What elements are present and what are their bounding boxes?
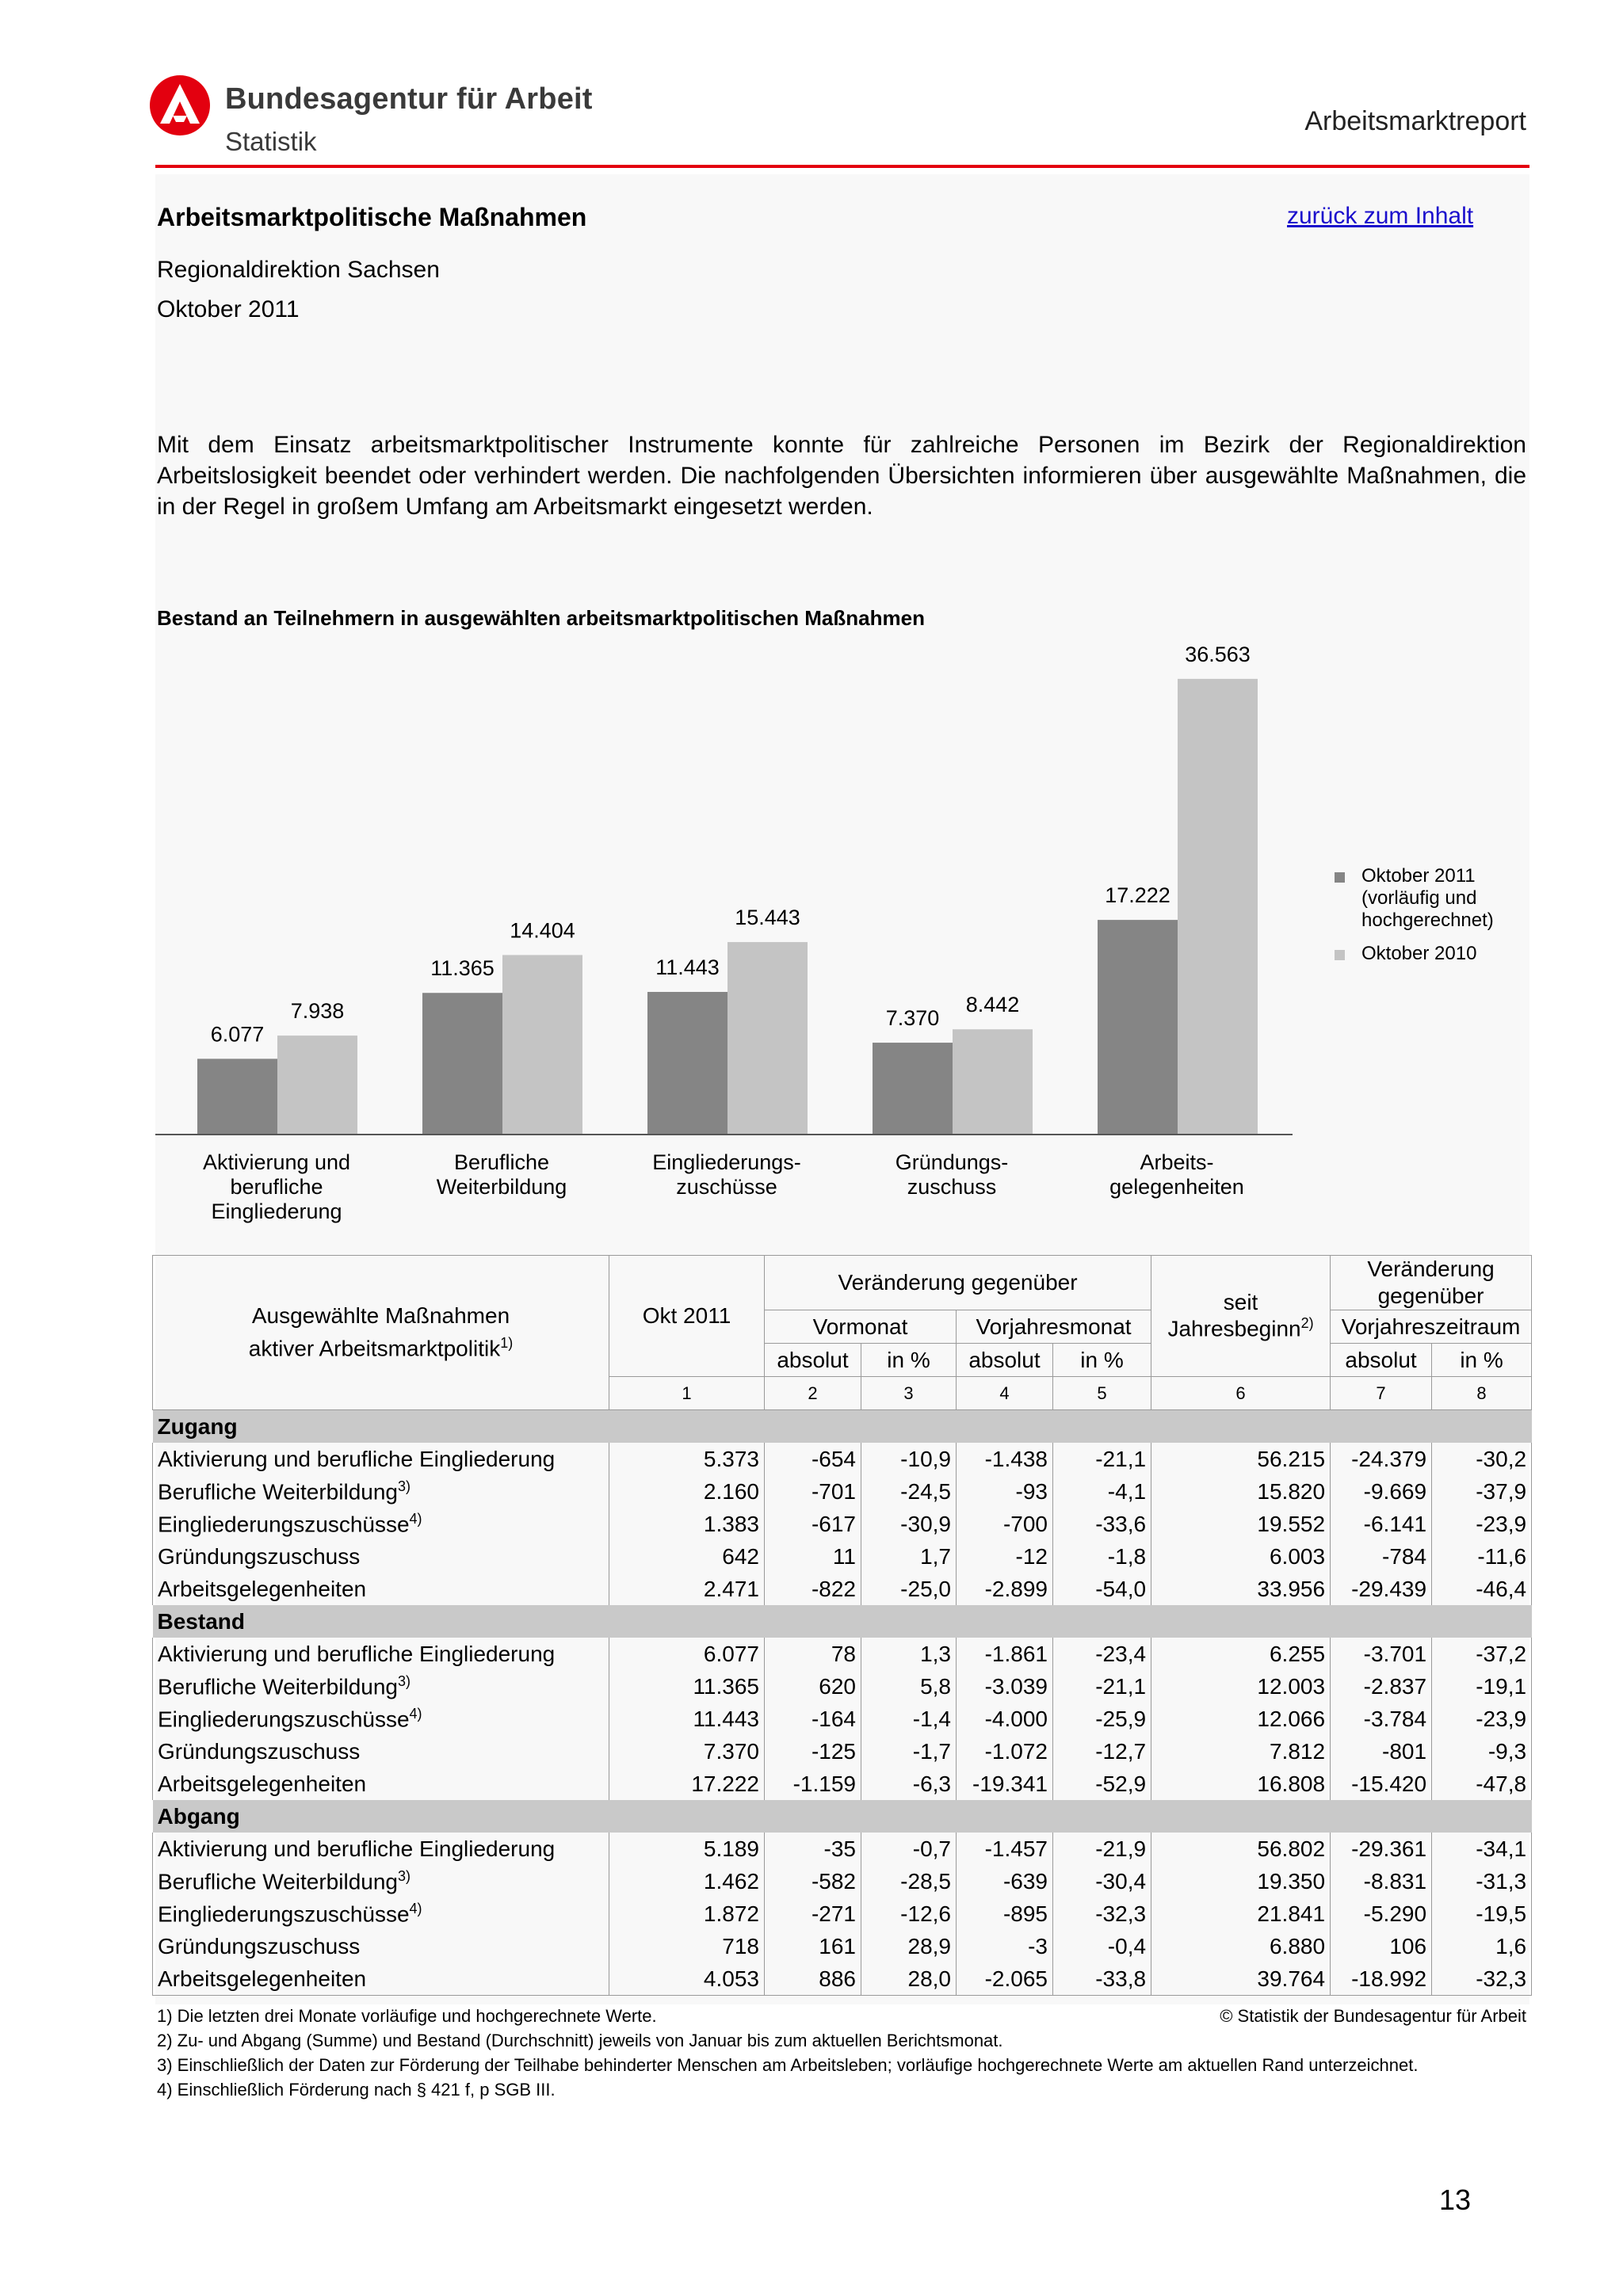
cell-value: 21.841 xyxy=(1151,1897,1331,1930)
x-axis-label: Eingliederung xyxy=(211,1199,342,1223)
bar-okt-2011 xyxy=(197,1058,277,1135)
row-label-text: Eingliederungszuschüsse xyxy=(158,1512,410,1537)
table-row xyxy=(153,1735,1532,1768)
cell-value: -35 xyxy=(765,1833,861,1865)
bar-okt-2011 xyxy=(647,992,727,1135)
cell-value: -12,7 xyxy=(1053,1735,1151,1768)
row-label xyxy=(153,1735,609,1768)
table-row xyxy=(153,1670,1532,1703)
table-row xyxy=(153,1768,1532,1800)
table-body xyxy=(153,1410,1532,1996)
cell-value: -1,4 xyxy=(861,1703,957,1735)
cell-value: 5.189 xyxy=(609,1833,765,1865)
cell-value: -700 xyxy=(957,1508,1053,1540)
table-row xyxy=(153,1833,1532,1865)
row-label-text: Berufliche Weiterbildung xyxy=(158,1674,398,1699)
header-vorjahreszeitraum xyxy=(1331,1256,1532,1310)
cell-value: 16.808 xyxy=(1151,1768,1331,1800)
cell-value: -19.341 xyxy=(957,1768,1053,1800)
cell-value: 1,6 xyxy=(1432,1930,1532,1962)
cell-value: 11.443 xyxy=(609,1703,765,1735)
bar-value-label: 6.077 xyxy=(210,1022,265,1047)
bar-value-label: 11.443 xyxy=(655,955,720,980)
intro-paragraph: Mit dem Einsatz arbeitsmarktpolitischer Instrumente konnte für zahlreiche Personen im Bezirk der Regionaldirektion Arbeitslosigkeit beendet oder verhindert werden. Die nachfolgenden Übersichten informieren über ausgewählte Maßnahmen, die in der Regel in großem Umfang am Arbeitsmarkt eingesetzt werden. xyxy=(157,432,1526,520)
cell-value: -52,9 xyxy=(1053,1768,1151,1800)
header-in-pct: in % xyxy=(861,1344,957,1377)
cell-value: 161 xyxy=(765,1930,861,1962)
bar-value-label: 36.563 xyxy=(1185,642,1251,666)
cell-value: 1.383 xyxy=(609,1508,765,1540)
cell-value: -24.379 xyxy=(1331,1443,1432,1475)
cell-value: -5.290 xyxy=(1331,1897,1432,1930)
cell-value: -784 xyxy=(1331,1540,1432,1573)
section-row xyxy=(153,1605,1532,1638)
legend-label: Oktober 2010 xyxy=(1361,943,1477,964)
row-label-text: Eingliederungszuschüsse xyxy=(158,1901,410,1927)
cell-value: -12,6 xyxy=(861,1897,957,1930)
cell-value: -3.784 xyxy=(1331,1703,1432,1735)
header-vorjahresmonat: Vorjahresmonat xyxy=(957,1310,1151,1344)
header-seit-line2 xyxy=(1156,1315,1325,1341)
cell-value: -30,4 xyxy=(1053,1865,1151,1897)
cell-value: -21,1 xyxy=(1053,1670,1151,1703)
cell-value: -2.065 xyxy=(957,1962,1053,1996)
cell-value: 39.764 xyxy=(1151,1962,1331,1996)
section-label: Abgang xyxy=(153,1800,609,1833)
cell-value: -6.141 xyxy=(1331,1508,1432,1540)
cell-value: -582 xyxy=(765,1865,861,1897)
cell-value: 56.215 xyxy=(1151,1443,1331,1475)
x-axis-label: Berufliche xyxy=(453,1150,550,1174)
header-measures-line1: Ausgewählte Maßnahmen xyxy=(251,1303,510,1329)
cell-value: -32,3 xyxy=(1053,1897,1151,1930)
cell-value: -30,9 xyxy=(861,1508,957,1540)
cell-value: 1,7 xyxy=(861,1540,957,1573)
table-row xyxy=(153,1930,1532,1962)
row-label-text: Berufliche Weiterbildung xyxy=(158,1479,398,1505)
footnote: 2) Zu- und Abgang (Summe) und Bestand (Durchschnitt) jeweils von Januar bis zum aktuellen Berichtsmonat. xyxy=(157,2031,1003,2050)
legend-label: (vorläufig und xyxy=(1361,887,1477,909)
row-label xyxy=(153,1638,609,1670)
table-row xyxy=(153,1703,1532,1735)
cell-value: -25,0 xyxy=(861,1573,957,1605)
bar-value-label: 17.222 xyxy=(1105,883,1170,908)
footnote-ref: 4) xyxy=(409,1900,422,1917)
cell-value: -30,2 xyxy=(1432,1443,1532,1475)
header-okt-2011: Okt 2011 xyxy=(609,1256,765,1377)
x-axis-label: zuschüsse xyxy=(676,1175,777,1199)
cell-value: 6.880 xyxy=(1151,1930,1331,1962)
row-label-text: Berufliche Weiterbildung xyxy=(158,1869,398,1894)
cell-value: -21,9 xyxy=(1053,1833,1151,1865)
table-row xyxy=(153,1897,1532,1930)
cell-value: 12.066 xyxy=(1151,1703,1331,1735)
page-number: 13 xyxy=(1439,2183,1472,2216)
column-number: 6 xyxy=(1151,1377,1331,1410)
legend-label: Oktober 2011 xyxy=(1361,865,1476,887)
bar-okt-2010 xyxy=(953,1029,1033,1135)
footnote-ref: 4) xyxy=(409,1705,422,1722)
column-number: 2 xyxy=(765,1377,861,1410)
section-row xyxy=(153,1410,1532,1444)
cell-value: -1.457 xyxy=(957,1833,1053,1865)
cell-value: -18.992 xyxy=(1331,1962,1432,1996)
section-row xyxy=(153,1800,1532,1833)
cell-value: 1,3 xyxy=(861,1638,957,1670)
x-axis-label: Eingliederungs- xyxy=(652,1150,801,1174)
bar-okt-2010 xyxy=(1178,679,1258,1135)
x-axis-label: berufliche xyxy=(230,1175,323,1199)
header-rule xyxy=(155,165,1529,168)
cell-value: 6.077 xyxy=(609,1638,765,1670)
bar-value-label: 7.938 xyxy=(290,999,345,1024)
cell-value: -31,3 xyxy=(1432,1865,1532,1897)
legend-item-oktober-2010 xyxy=(1335,943,1520,965)
cell-value: -801 xyxy=(1331,1735,1432,1768)
row-label xyxy=(153,1833,609,1865)
cell-value: -28,5 xyxy=(861,1865,957,1897)
cell-value: -23,9 xyxy=(1432,1703,1532,1735)
cell-value: -37,9 xyxy=(1432,1475,1532,1508)
brand-subtitle: Statistik xyxy=(225,127,317,156)
cell-value: -4.000 xyxy=(957,1703,1053,1735)
cell-value: -1.159 xyxy=(765,1768,861,1800)
cell-value: -2.837 xyxy=(1331,1670,1432,1703)
cell-value: -19,5 xyxy=(1432,1897,1532,1930)
row-label xyxy=(153,1475,609,1508)
cell-value: 19.552 xyxy=(1151,1508,1331,1540)
bar-value-label: 14.404 xyxy=(510,918,575,943)
cell-value: -1.072 xyxy=(957,1735,1053,1768)
chart-title: Bestand an Teilnehmern in ausgewählten arbeitsmarktpolitischen Maßnahmen xyxy=(157,606,925,630)
x-axis-label: Aktivierung und xyxy=(202,1150,351,1174)
cell-value: -654 xyxy=(765,1443,861,1475)
bar-value-label: 7.370 xyxy=(885,1006,940,1031)
cell-value: -4,1 xyxy=(1053,1475,1151,1508)
chart-legend xyxy=(1335,865,1520,976)
cell-value: -822 xyxy=(765,1573,861,1605)
cell-value: -1.438 xyxy=(957,1443,1053,1475)
x-axis-label: Gründungs- xyxy=(895,1150,1009,1174)
row-label-text: Aktivierung und berufliche Eingliederung xyxy=(158,1446,556,1471)
header-vj-line3: Vorjahreszeitraum xyxy=(1331,1310,1532,1344)
bar-okt-2011 xyxy=(1098,920,1178,1135)
cell-value: 718 xyxy=(609,1930,765,1962)
cell-value: 7.812 xyxy=(1151,1735,1331,1768)
row-label-text: Arbeitsgelegenheiten xyxy=(158,1576,367,1601)
header-measures-text: aktiver Arbeitsmarktpolitik xyxy=(248,1336,501,1361)
row-label-text: Arbeitsgelegenheiten xyxy=(158,1966,367,1991)
footnote-ref: 3) xyxy=(397,1478,411,1494)
footnote-ref: 4) xyxy=(409,1510,422,1527)
cell-value: -46,4 xyxy=(1432,1573,1532,1605)
column-number: 1 xyxy=(609,1377,765,1410)
footnote-ref: 3) xyxy=(397,1672,411,1689)
row-label-text: Eingliederungszuschüsse xyxy=(158,1707,410,1732)
bar-okt-2010 xyxy=(277,1035,357,1135)
cell-value: -1.861 xyxy=(957,1638,1053,1670)
cell-value: 19.350 xyxy=(1151,1865,1331,1897)
cell-value: -6,3 xyxy=(861,1768,957,1800)
row-label xyxy=(153,1865,609,1897)
measures-table xyxy=(152,1255,1532,1996)
footnote-ref: 1) xyxy=(500,1335,514,1352)
cell-value: 28,9 xyxy=(861,1930,957,1962)
bar-chart xyxy=(155,642,1344,1244)
cell-value: -3.039 xyxy=(957,1670,1053,1703)
header-vj-line2: gegenüber xyxy=(1377,1283,1484,1308)
legend-label: hochgerechnet) xyxy=(1361,910,1494,931)
cell-value: -9.669 xyxy=(1331,1475,1432,1508)
cell-value: -701 xyxy=(765,1475,861,1508)
bar-okt-2011 xyxy=(422,993,502,1135)
cell-value: -3.701 xyxy=(1331,1638,1432,1670)
cell-value: 6.255 xyxy=(1151,1638,1331,1670)
header-vj-line1: Veränderung xyxy=(1367,1257,1495,1281)
row-label-text: Arbeitsgelegenheiten xyxy=(158,1771,367,1796)
column-number: 7 xyxy=(1331,1377,1432,1410)
bar-okt-2011 xyxy=(873,1043,953,1135)
legend-swatch xyxy=(1335,872,1345,883)
cell-value: -23,4 xyxy=(1053,1638,1151,1670)
header-in-pct: in % xyxy=(1432,1344,1532,1377)
cell-value: 28,0 xyxy=(861,1962,957,1996)
row-label xyxy=(153,1670,609,1703)
cell-value: 5,8 xyxy=(861,1670,957,1703)
table-row xyxy=(153,1573,1532,1605)
cell-value: -29.439 xyxy=(1331,1573,1432,1605)
bar-okt-2010 xyxy=(502,955,582,1135)
section-label: Bestand xyxy=(153,1605,609,1638)
cell-value: -125 xyxy=(765,1735,861,1768)
row-label-text: Aktivierung und berufliche Eingliederung xyxy=(158,1836,556,1861)
cell-value: -271 xyxy=(765,1897,861,1930)
page-title: Arbeitsmarktpolitische Maßnahmen xyxy=(157,203,587,231)
table-row xyxy=(153,1475,1532,1508)
row-label xyxy=(153,1443,609,1475)
cell-value: -15.420 xyxy=(1331,1768,1432,1800)
cell-value: -8.831 xyxy=(1331,1865,1432,1897)
row-label-text: Gründungszuschuss xyxy=(158,1543,361,1569)
cell-value: -54,0 xyxy=(1053,1573,1151,1605)
row-label xyxy=(153,1930,609,1962)
header-change: Veränderung gegenüber xyxy=(765,1256,1151,1310)
cell-value: 2.160 xyxy=(609,1475,765,1508)
cell-value: 15.820 xyxy=(1151,1475,1331,1508)
table-row xyxy=(153,1962,1532,1996)
cell-value: 642 xyxy=(609,1540,765,1573)
table-row xyxy=(153,1443,1532,1475)
row-label xyxy=(153,1573,609,1605)
cell-value: 11 xyxy=(765,1540,861,1573)
header-absolut: absolut xyxy=(1331,1344,1432,1377)
table-row xyxy=(153,1508,1532,1540)
row-label xyxy=(153,1540,609,1573)
cell-value: -1,7 xyxy=(861,1735,957,1768)
cell-value: -24,5 xyxy=(861,1475,957,1508)
footnote: 3) Einschließlich der Daten zur Förderung der Teilhabe behinderter Menschen am Arbeitsleben; vorläufige hochgerechnete Werte am aktuellen Rand unterzeichnet. xyxy=(157,2055,1419,2075)
cell-value: -47,8 xyxy=(1432,1768,1532,1800)
section-label: Zugang xyxy=(153,1410,609,1444)
column-number: 8 xyxy=(1432,1377,1532,1410)
cell-value: 78 xyxy=(765,1638,861,1670)
header-measures-line2 xyxy=(158,1335,604,1361)
cell-value: -33,8 xyxy=(1053,1962,1151,1996)
column-number: 4 xyxy=(957,1377,1053,1410)
cell-value: -12 xyxy=(957,1540,1053,1573)
cell-value: 7.370 xyxy=(609,1735,765,1768)
table-row xyxy=(153,1638,1532,1670)
ba-logo-icon xyxy=(149,74,211,136)
header-seit-line1: seit xyxy=(1223,1290,1258,1315)
cell-value: -2.899 xyxy=(957,1573,1053,1605)
footnote-ref: 2) xyxy=(1300,1315,1314,1332)
row-label xyxy=(153,1703,609,1735)
row-label-text: Gründungszuschuss xyxy=(158,1933,361,1958)
header-absolut: absolut xyxy=(765,1344,861,1377)
footnote-ref: 3) xyxy=(397,1867,411,1884)
cell-value: -617 xyxy=(765,1508,861,1540)
cell-value: 1.462 xyxy=(609,1865,765,1897)
cell-value: -37,2 xyxy=(1432,1638,1532,1670)
period-label: Oktober 2011 xyxy=(157,296,300,322)
cell-value: 620 xyxy=(765,1670,861,1703)
x-axis-label: Arbeits- xyxy=(1140,1150,1214,1174)
row-label xyxy=(153,1962,609,1996)
cell-value: 33.956 xyxy=(1151,1573,1331,1605)
x-axis-label: Weiterbildung xyxy=(436,1175,567,1199)
cell-value: -10,9 xyxy=(861,1443,957,1475)
cell-value: -0,7 xyxy=(861,1833,957,1865)
cell-value: 1.872 xyxy=(609,1897,765,1930)
row-label-text: Gründungszuschuss xyxy=(158,1738,361,1764)
cell-value: 106 xyxy=(1331,1930,1432,1962)
header-in-pct: in % xyxy=(1053,1344,1151,1377)
legend-item-oktober-2011 xyxy=(1335,865,1520,932)
cell-value: -1,8 xyxy=(1053,1540,1151,1573)
cell-value: -19,1 xyxy=(1432,1670,1532,1703)
footnote: 1) Die letzten drei Monate vorläufige und hochgerechnete Werte. xyxy=(157,2006,657,2026)
header-vormonat: Vormonat xyxy=(765,1310,957,1344)
cell-value: 11.365 xyxy=(609,1670,765,1703)
report-name: Arbeitsmarktreport xyxy=(1304,106,1526,136)
cell-value: 6.003 xyxy=(1151,1540,1331,1573)
cell-value: -639 xyxy=(957,1865,1053,1897)
x-axis-label: zuschuss xyxy=(907,1175,997,1199)
cell-value: -0,4 xyxy=(1053,1930,1151,1962)
row-label xyxy=(153,1897,609,1930)
cell-value: 56.802 xyxy=(1151,1833,1331,1865)
cell-value: 4.053 xyxy=(609,1962,765,1996)
region-label: Regionaldirektion Sachsen xyxy=(157,257,440,283)
cell-value: -11,6 xyxy=(1432,1540,1532,1573)
row-label-text: Aktivierung und berufliche Eingliederung xyxy=(158,1641,556,1666)
x-axis-label: gelegenheiten xyxy=(1109,1175,1244,1199)
cell-value: -9,3 xyxy=(1432,1735,1532,1768)
bar-value-label: 15.443 xyxy=(735,906,800,930)
cell-value: -25,9 xyxy=(1053,1703,1151,1735)
header-seit-jahresbeginn xyxy=(1151,1256,1331,1377)
header-measures xyxy=(153,1256,609,1410)
column-number: 3 xyxy=(861,1377,957,1410)
copyright: © Statistik der Bundesagentur für Arbeit xyxy=(1220,2006,1526,2026)
cell-value: -34,1 xyxy=(1432,1833,1532,1865)
row-label xyxy=(153,1508,609,1540)
cell-value: -3 xyxy=(957,1930,1053,1962)
cell-value: -895 xyxy=(957,1897,1053,1930)
cell-value: -21,1 xyxy=(1053,1443,1151,1475)
cell-value: 12.003 xyxy=(1151,1670,1331,1703)
footnote: 4) Einschließlich Förderung nach § 421 f, p SGB III. xyxy=(157,2080,556,2100)
bar-value-label: 8.442 xyxy=(965,993,1020,1017)
cell-value: -23,9 xyxy=(1432,1508,1532,1540)
section-fill xyxy=(609,1410,1532,1444)
legend-swatch xyxy=(1335,950,1345,960)
cell-value: 886 xyxy=(765,1962,861,1996)
bar-okt-2010 xyxy=(727,942,808,1135)
cell-value: 2.471 xyxy=(609,1573,765,1605)
row-label xyxy=(153,1768,609,1800)
header-absolut: absolut xyxy=(957,1344,1053,1377)
bar-value-label: 11.365 xyxy=(430,956,495,981)
cell-value: 17.222 xyxy=(609,1768,765,1800)
brand-name: Bundesagentur für Arbeit xyxy=(225,82,593,116)
column-number: 5 xyxy=(1053,1377,1151,1410)
cell-value: -32,3 xyxy=(1432,1962,1532,1996)
cell-value: -93 xyxy=(957,1475,1053,1508)
cell-value: -33,6 xyxy=(1053,1508,1151,1540)
table-row xyxy=(153,1865,1532,1897)
cell-value: -164 xyxy=(765,1703,861,1735)
cell-value: 5.373 xyxy=(609,1443,765,1475)
section-fill xyxy=(609,1800,1532,1833)
header-seit-text: Jahresbeginn xyxy=(1167,1316,1301,1341)
section-fill xyxy=(609,1605,1532,1638)
table-row xyxy=(153,1540,1532,1573)
cell-value: -29.361 xyxy=(1331,1833,1432,1865)
back-to-contents-link[interactable]: zurück zum Inhalt xyxy=(1287,203,1474,229)
